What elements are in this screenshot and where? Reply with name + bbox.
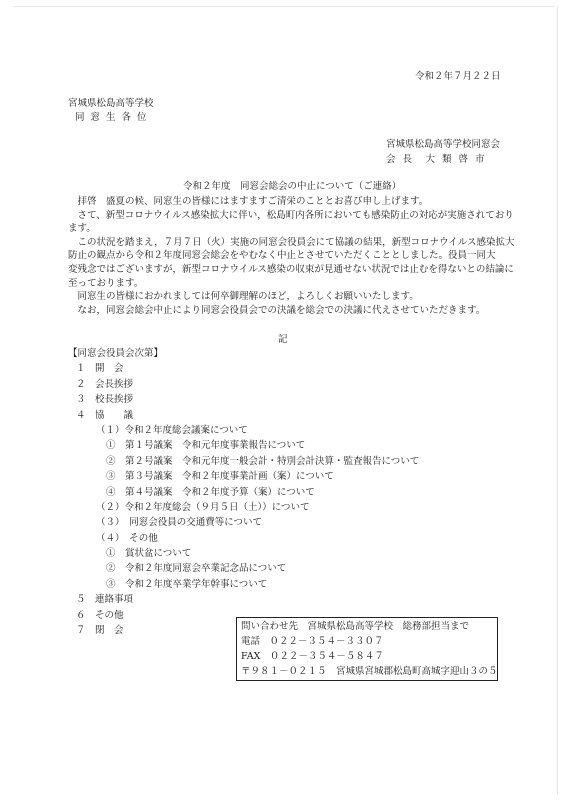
agenda-list [68, 346, 508, 638]
body-line: 同窓生の皆様におかれましては何卒御理解のほど，よろしくお願いいたします。 [68, 291, 419, 303]
sender-organization: 宮城県松島高等学校同窓会 [386, 139, 501, 150]
contact-box [236, 617, 498, 681]
sender-president: 会 長 大 類 啓 市 [386, 154, 487, 165]
agenda-subitem: （２）令和２年度総会（９月５日（土））について [96, 501, 310, 513]
agenda-subitem: （１）令和２年度総会議案について [96, 424, 248, 436]
agenda-subitem: （４） その他 [96, 532, 158, 544]
agenda-subsubitem: ③ 令和２年度卒業学年幹事について [106, 578, 268, 590]
agenda-subsubitem: ④ 第４号議案 令和２年度予算（案）について [106, 486, 315, 498]
document-title: 令和２年度 同窓会総会の中止について（ご連絡） [183, 181, 402, 192]
body-line: この状況を踏まえ，７月７日（火）実施の同窓会役員会にて協議の結果，新型コロナウイルス感染拡大 [68, 236, 515, 248]
agenda-item: ３ 校長挨拶 [76, 394, 134, 406]
body-line: 防止の観点から令和２年度同窓会総会をやむなく中止とさせていただくこととしました。役員一同大 [68, 250, 496, 262]
agenda-item: ４ 協 議 [76, 409, 134, 421]
body-line: なお，同窓会総会中止により同窓会役員会での決議を総会での決議に代えさせていただきます。 [68, 304, 486, 316]
agenda-item: ５ 連絡事項 [76, 594, 134, 606]
agenda-item: ６ その他 [76, 609, 124, 621]
contact-phone: 電話 ０２２－３５４－３３０７ [241, 636, 384, 647]
agenda-subsubitem: ① 第１号議案 令和元年度事業報告について [106, 440, 306, 452]
recipient-school: 宮城県松島高等学校 [68, 98, 154, 109]
agenda-item: ２ 会長挨拶 [76, 378, 134, 390]
contact-heading: 問い合わせ先 宮城県松島高等学校 総務部担当まで [241, 621, 470, 632]
agenda-heading: 【同窓会役員会次第】 [68, 348, 164, 359]
body-line: さて、新型コロナウイルス感染拡大に伴い，松島町内各所においても感染防止の対応が実施されており [68, 209, 514, 221]
body-line: ます。 [68, 223, 96, 235]
agenda-subsubitem: ② 第２号議案 令和元年度一般会計・特別会計決算・監査報告について [106, 455, 420, 467]
ki-heading: 記 [278, 334, 288, 345]
page-edge-right [557, 6, 558, 794]
agenda-item: ７ 閉 会 [76, 625, 124, 637]
agenda-subsubitem: ① 賞状盆について [106, 548, 192, 560]
body-line: 至っております。 [68, 277, 144, 289]
document-date: 令和２年７月２２日 [415, 71, 501, 82]
agenda-subitem: （３） 同窓会役員の交通費等について [96, 517, 263, 529]
agenda-item: １ 開 会 [76, 363, 124, 375]
recipient-members: 同窓生各位 [75, 112, 153, 123]
contact-fax: FAX ０２２－３５４－５８４７ [241, 651, 384, 662]
body-text [68, 195, 515, 317]
contact-address: 〒９８１－０２１５ 宮城県宮城郡松島町高城字迎山３の５ [241, 666, 498, 677]
page-edge-top [14, 6, 554, 7]
agenda-subsubitem: ③ 第３号議案 令和２年度事業計画（案）について [106, 471, 334, 483]
agenda-subsubitem: ② 令和２年度同窓会卒業記念品について [106, 563, 287, 575]
body-line: 拝啓 盛夏の候、同窓生の皆様にはますますご清栄のこととお喜び申し上げます。 [68, 196, 429, 207]
body-line: 変残念ではございますが，新型コロナウイルス感染の収束が見通せない状況では止むを得ないとの結論に [68, 263, 514, 275]
